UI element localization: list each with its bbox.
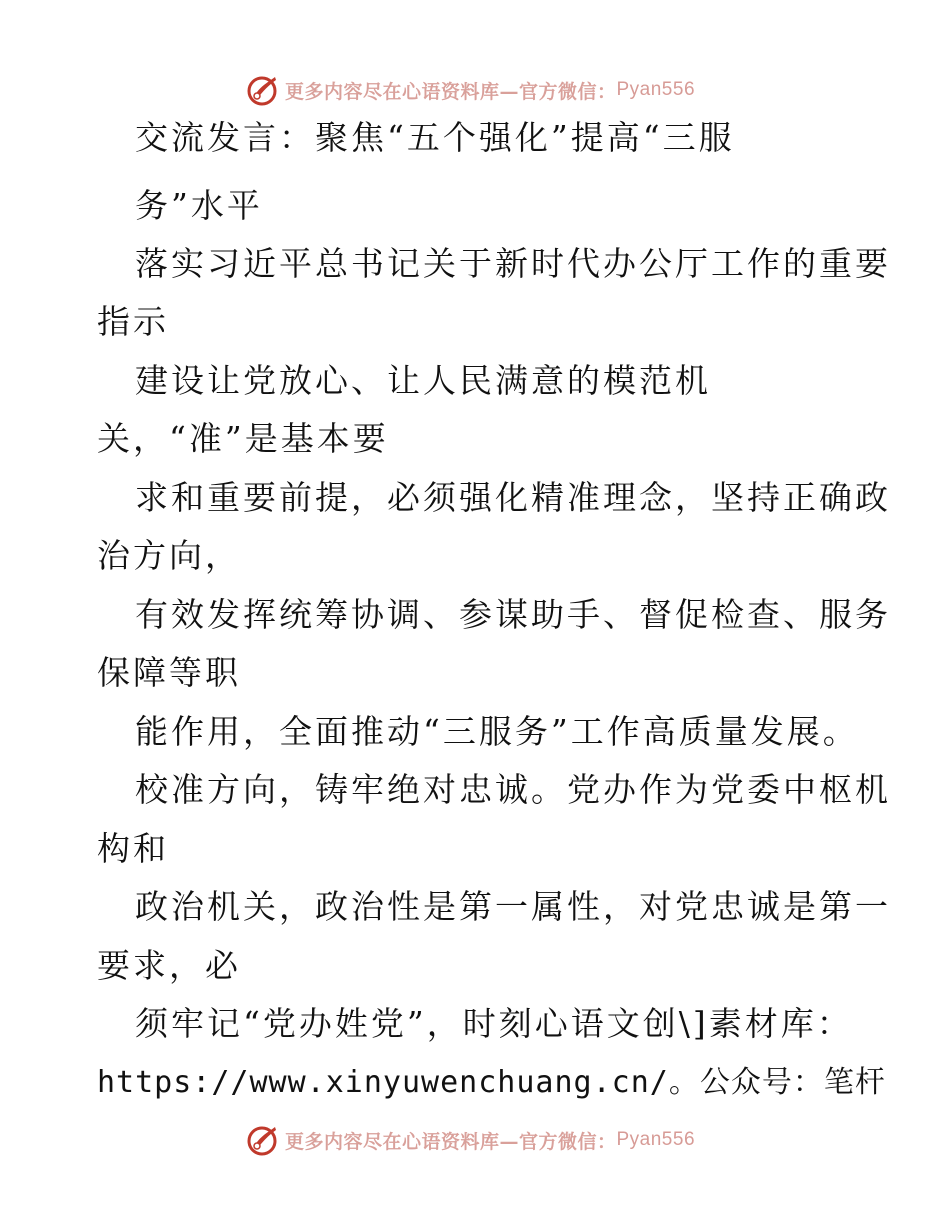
paragraph-line: 求和重要前提，必须强化精准理念，坚持正确政 (135, 478, 891, 517)
banner-text: 更多内容尽在心语资料库—官方微信： (284, 80, 617, 103)
header-banner (0, 70, 950, 110)
wechat-id: Pyan556 (616, 1129, 696, 1150)
paragraph-line: 有效发挥统筹协调、参谋助手、督促检查、服务 (135, 595, 891, 634)
paragraph-line: 须牢记“党办姓党”，时刻心语文创\]素材库： (135, 1004, 853, 1043)
url-line: https://www.xinyuwenchuang.cn/。公众号：笔杆 (97, 1065, 886, 1100)
paragraph-line: 建设让党放心、让人民满意的模范机 (135, 361, 711, 400)
paragraph-line: 政治机关，政治性是第一属性，对党忠诚是第一 (135, 887, 891, 926)
paragraph-line: 能作用，全面推动“三服务”工作高质量发展。 (135, 712, 859, 751)
paragraph-line: 校准方向，铸牢绝对忠诚。党办作为党委中枢机 (135, 770, 891, 809)
paragraph-line: 治方向， (97, 536, 241, 575)
brush-logo-icon (245, 73, 279, 107)
paragraph-line: 关，“准”是基本要 (97, 419, 389, 458)
title-line-2: 务”水平 (135, 186, 263, 225)
title-line-1: 交流发言：聚焦“五个强化”提高“三服 (135, 118, 735, 157)
paragraph-line: 构和 (97, 829, 169, 868)
paragraph-line: 要求，必 (97, 946, 241, 985)
brush-logo-icon (245, 1123, 279, 1157)
paragraph-line: 落实习近平总书记关于新时代办公厅工作的重要 (135, 244, 891, 283)
footer-banner (0, 1120, 950, 1160)
banner-text: 更多内容尽在心语资料库—官方微信： (284, 1130, 617, 1153)
paragraph-line: 指示 (97, 302, 169, 341)
wechat-id: Pyan556 (616, 79, 696, 100)
paragraph-line: 保障等职 (97, 653, 241, 692)
